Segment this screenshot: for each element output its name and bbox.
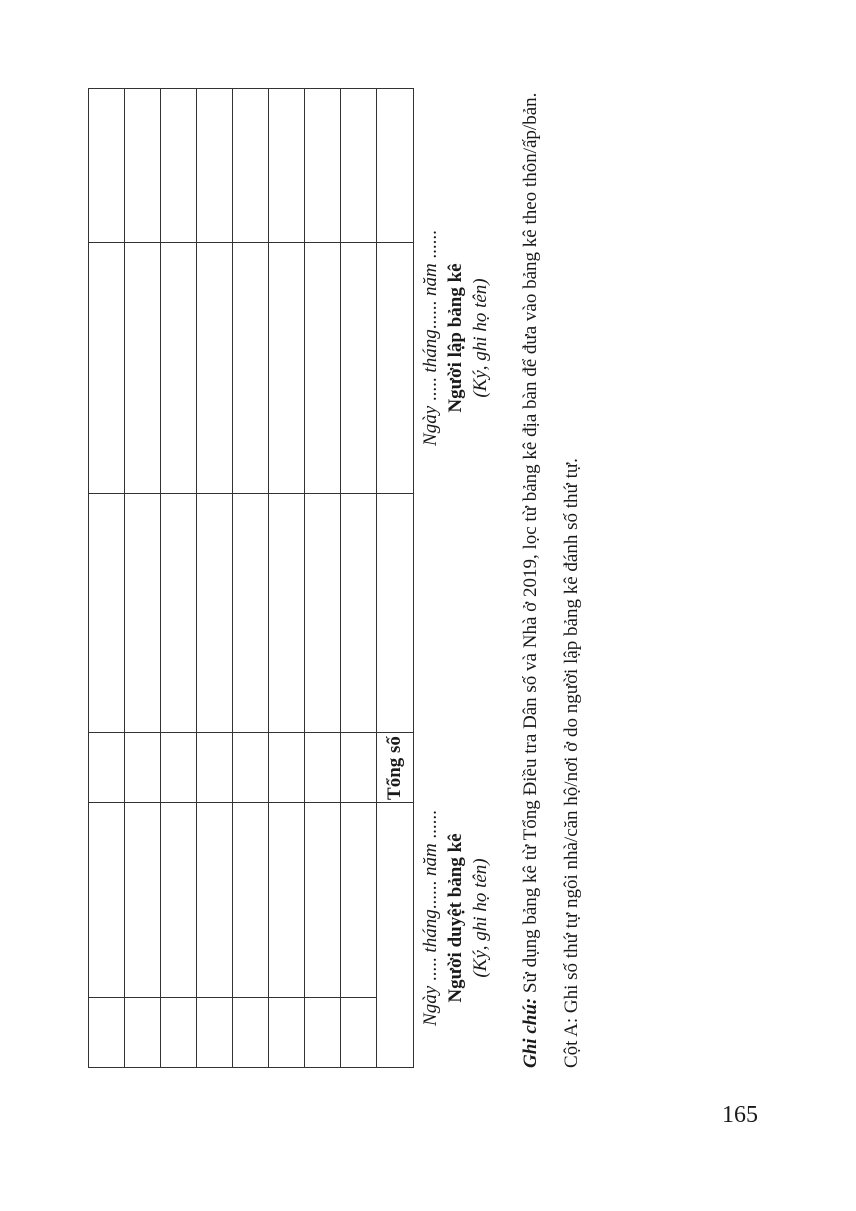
- table-column-line: [88, 1067, 414, 1068]
- page-number: 165: [722, 1102, 758, 1128]
- note-text: Sử dụng bảng kê từ Tổng Điều tra Dân số và Nhà ở 2019, lọc từ bảng kê địa bàn để đưa vào bảng kê theo thôn/ấp/bản.: [520, 92, 541, 998]
- table-column-line: [88, 242, 414, 243]
- total-row-label: Tổng số: [384, 736, 405, 800]
- table-row-line: [232, 88, 233, 1068]
- column-a-note: Cột A: Ghi số thứ tự ngôi nhà/căn hộ/nơi ở do người lập bảng kê đánh số thứ tự.: [561, 458, 582, 1068]
- table-column-line: [88, 732, 414, 733]
- table-column-line: [88, 88, 414, 89]
- table-column-line: [88, 997, 376, 998]
- preparer-date-line: Ngày ..... tháng...... năm ......: [420, 230, 441, 446]
- preparer-sign-hint: (Ký, ghi họ tên): [470, 278, 491, 398]
- preparer-signature-block: [418, 188, 493, 488]
- table-row-line: [413, 88, 414, 1068]
- data-table: [88, 88, 414, 1068]
- approver-date-line: Ngày ..... tháng...... năm ......: [420, 810, 441, 1026]
- general-note: [518, 88, 543, 1068]
- table-row-line: [304, 88, 305, 1068]
- table-row-line: [268, 88, 269, 1068]
- table-column-line: [88, 493, 414, 494]
- table-row-line: [340, 88, 341, 1068]
- preparer-role: Người lập bảng kê: [445, 263, 466, 413]
- table-row-line: [88, 88, 89, 1068]
- table-row-line: [124, 88, 125, 1068]
- table-column-line: [88, 802, 414, 803]
- rotated-page-content: [88, 88, 648, 1068]
- note-label: Ghi chú:: [520, 997, 541, 1068]
- approver-signature-block: [418, 768, 493, 1068]
- table-row-line: [376, 88, 377, 1068]
- table-row-line: [196, 88, 197, 1068]
- approver-role: Người duyệt bảng kê: [445, 833, 466, 1003]
- notes-section: [518, 88, 584, 1068]
- table-row-line: [160, 88, 161, 1068]
- approver-sign-hint: (Ký, ghi họ tên): [470, 858, 491, 978]
